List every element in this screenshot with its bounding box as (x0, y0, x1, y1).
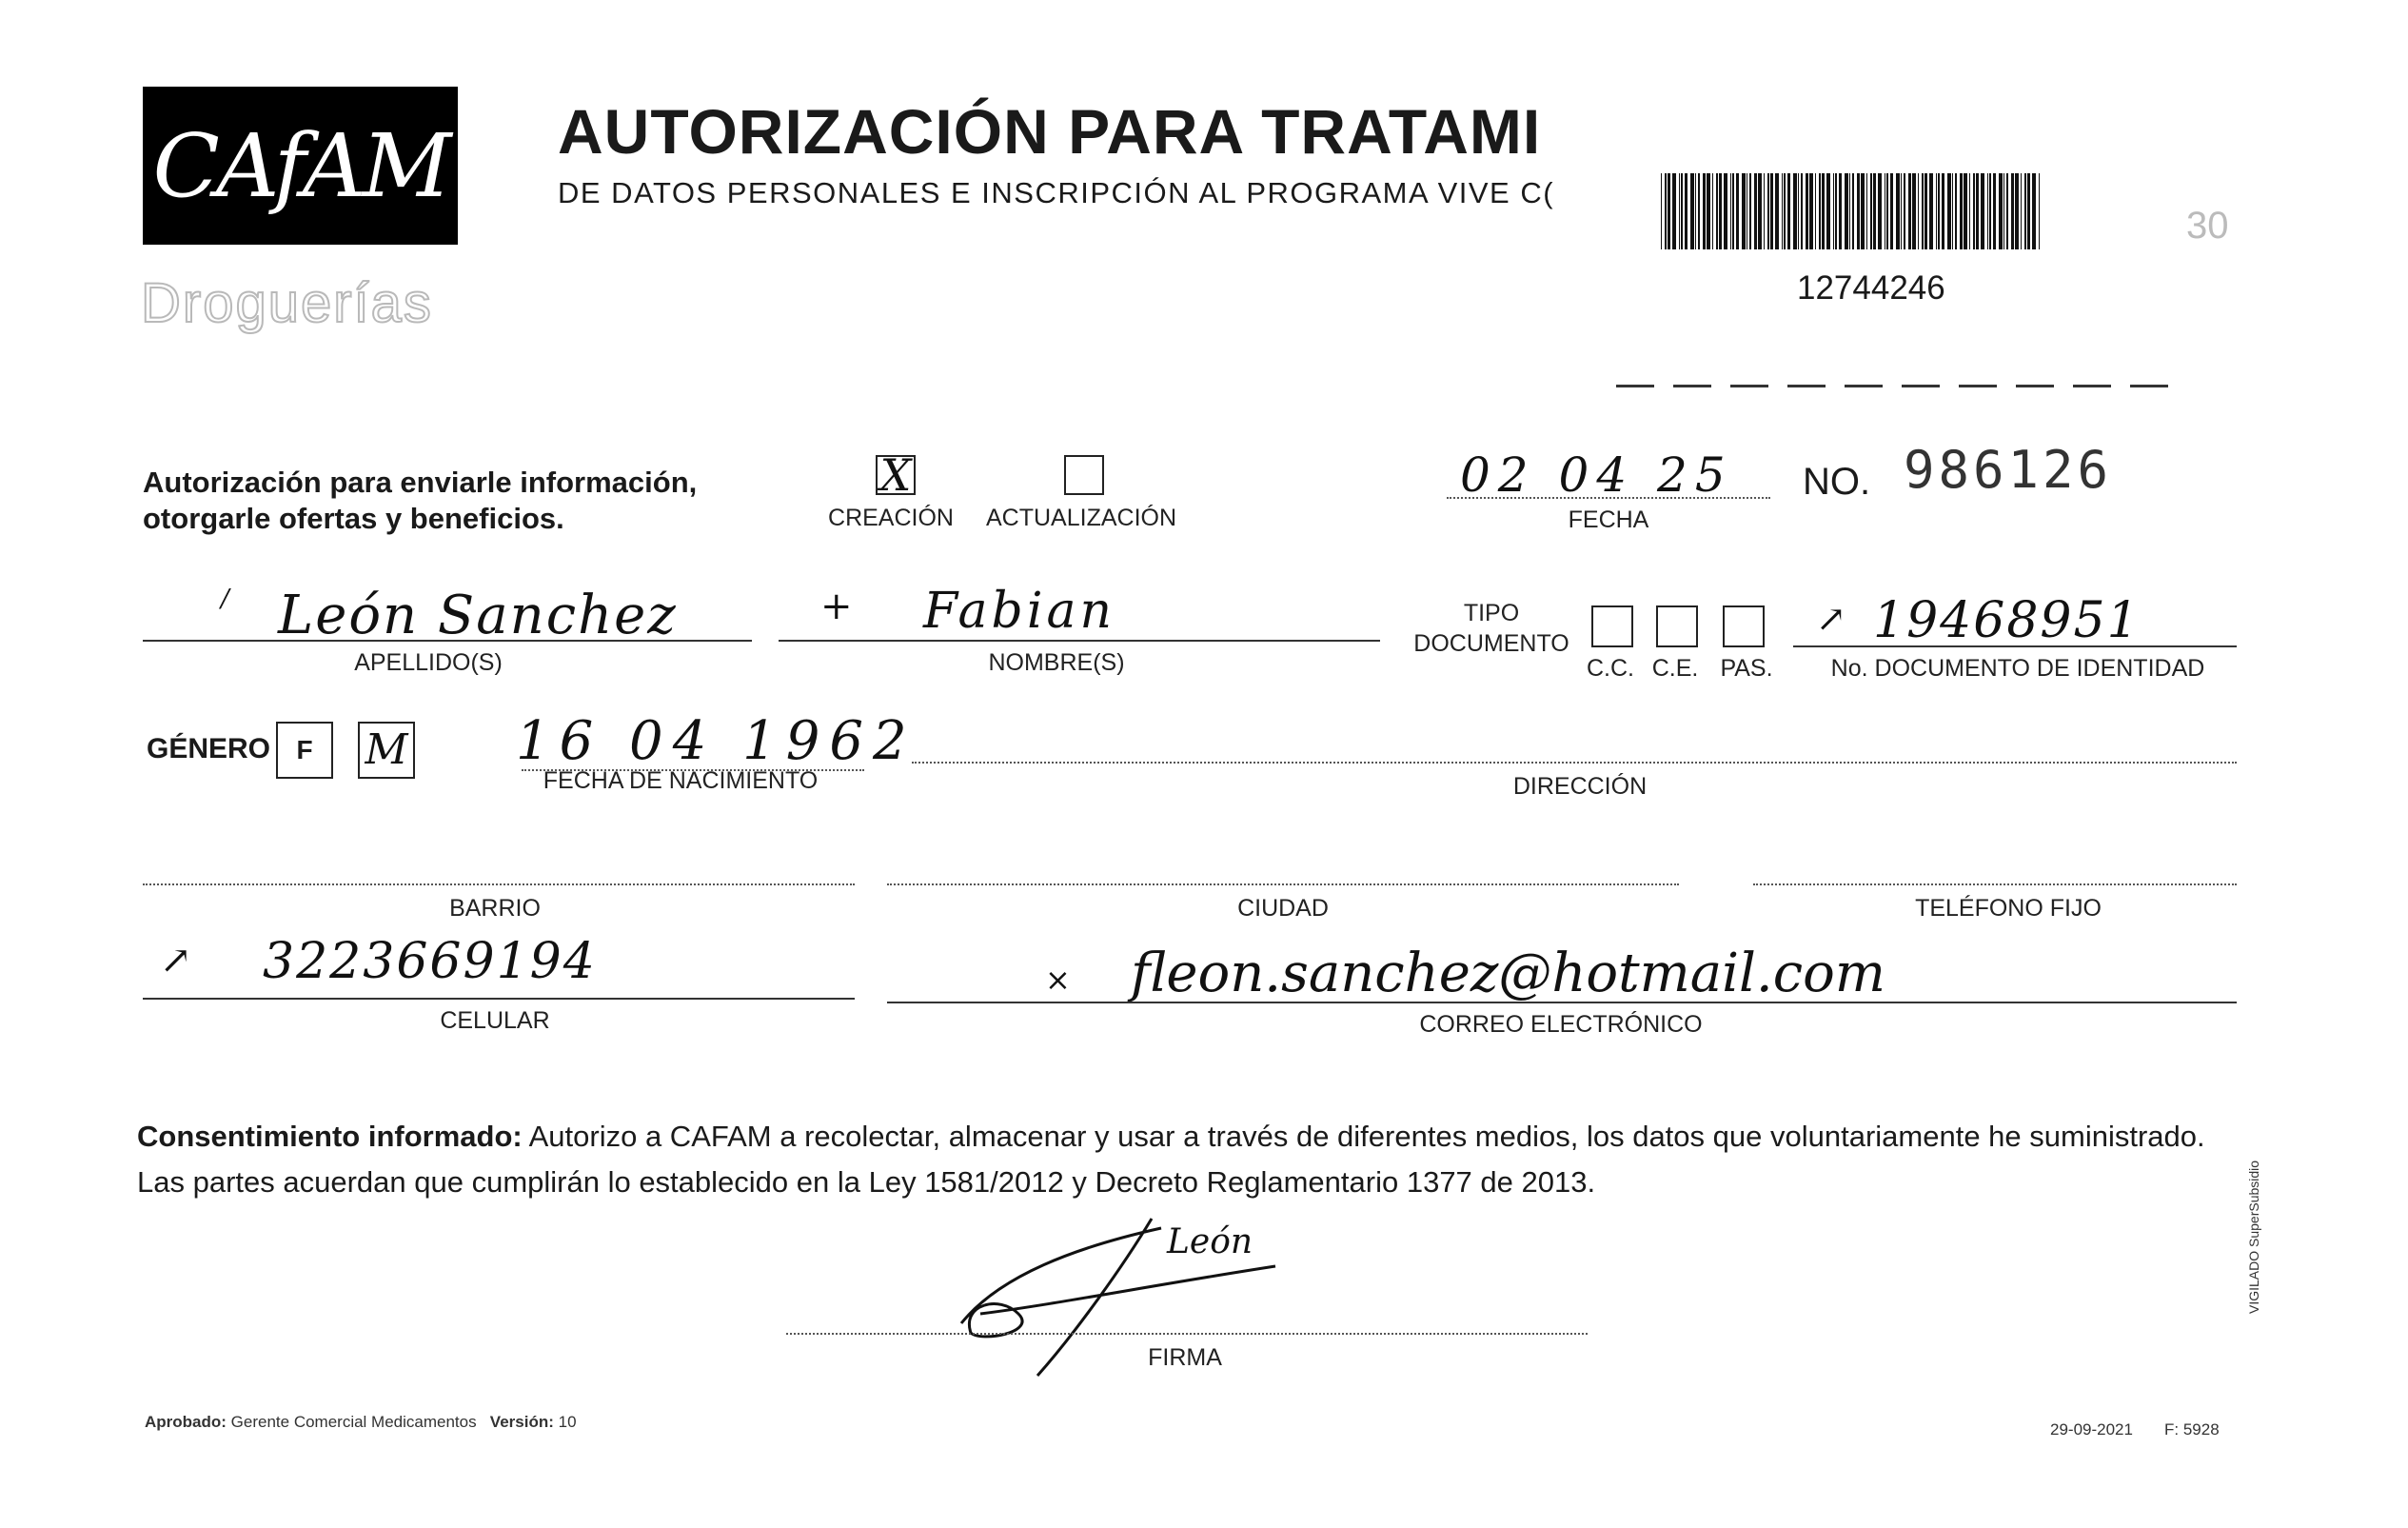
barcode-bar (1973, 173, 1975, 249)
creacion-label: CREACIÓN (828, 505, 954, 531)
tipo-documento-label-2: DOCUMENTO (1413, 630, 1569, 657)
cafam-logo: CAfAM (143, 87, 458, 245)
telefono-line (1753, 883, 2237, 885)
dash-segment (1673, 385, 1711, 387)
barcode-bar (1798, 173, 1799, 249)
barcode-bar (1878, 173, 1882, 249)
authorization-heading-line1: Autorización para enviarle información, (143, 466, 698, 499)
barcode-bar (1815, 173, 1816, 249)
barcode-bar (1955, 173, 1957, 249)
ce-checkbox[interactable] (1656, 605, 1698, 647)
barcode-bar (1873, 173, 1876, 249)
consent-line-2: Las partes acuerdan que cumplirán lo establecido en la Ley 1581/2012 y Decreto Reglamentario 1377 de 2013. (137, 1165, 1596, 1199)
barcode-bar (1787, 173, 1790, 249)
barcode-bar (1806, 173, 1808, 249)
pas-checkbox[interactable] (1723, 605, 1765, 647)
signature-text: León (1167, 1222, 1253, 1261)
stray-mark: 30 (2186, 205, 2229, 247)
barcode-bar (1707, 173, 1710, 249)
barcode-bar (1764, 173, 1765, 249)
barcode-bar (1770, 173, 1773, 249)
barcode-bar (2039, 173, 2040, 249)
footer-approval (145, 1413, 577, 1432)
documento-label: No. DOCUMENTO DE IDENTIDAD (1830, 655, 2205, 682)
barcode-bar (1703, 173, 1706, 249)
barcode-bar (1922, 173, 1924, 249)
correo-label: CORREO ELECTRÓNICO (1419, 1011, 1703, 1038)
consent-text-1: Autorizo a CAFAM a recolectar, almacenar y usar a través de diferentes medios, los datos que voluntariamente he suministrado. (522, 1120, 2205, 1153)
barcode-bar (1685, 173, 1688, 249)
genero-f-checkbox[interactable] (276, 722, 333, 779)
genero-m-checkbox[interactable] (358, 722, 415, 779)
barcode-bar (1936, 173, 1937, 249)
barcode-bar (1960, 173, 1963, 249)
barcode-bar (2011, 173, 2014, 249)
consent-lead: Consentimiento informado: (137, 1120, 523, 1153)
barcode-bar (1839, 173, 1842, 249)
pas-label: PAS. (1720, 655, 1773, 682)
barcode-bar (1719, 173, 1722, 249)
drogerias-label: Droguerías (141, 272, 433, 334)
consent-line-1 (137, 1114, 2231, 1160)
fecha-line (1447, 497, 1770, 499)
barcode-bar (1712, 173, 1713, 249)
dash-segment (1616, 385, 1654, 387)
barcode-bar (1969, 173, 1970, 249)
tipo-documento-label (1411, 598, 1572, 659)
authorization-heading (143, 465, 697, 537)
actualizacion-label: ACTUALIZACIÓN (986, 505, 1177, 531)
actualizacion-checkbox[interactable] (1064, 455, 1104, 495)
barcode-bar (1775, 173, 1779, 249)
barcode-bar (1749, 173, 1751, 249)
apellido-value: León Sanchez (278, 585, 678, 646)
tipo-documento-label-1: TIPO (1463, 600, 1520, 626)
no-value: 986126 (1904, 440, 2113, 500)
barcode-bar (1908, 173, 1911, 249)
nombre-line (779, 640, 1380, 642)
celular-mark: ↗ (160, 939, 192, 982)
dash-segment (1730, 385, 1768, 387)
barcode-bar (1870, 173, 1872, 249)
barcode-bar (1679, 173, 1680, 249)
nombre-label: NOMBRE(S) (988, 649, 1125, 676)
creacion-checkbox[interactable] (876, 449, 916, 501)
barcode-bar (1947, 173, 1951, 249)
barcode-bar (2024, 173, 2026, 249)
barcode-bar (1826, 173, 1830, 249)
barcode-bar (1732, 173, 1734, 249)
barcode-bar (1849, 173, 1850, 249)
cc-label: C.C. (1587, 655, 1634, 682)
apellido-line (143, 640, 752, 642)
barcode-bar (1698, 173, 1700, 249)
barcode-bar (1690, 173, 1694, 249)
barcode-bar (1754, 173, 1757, 249)
firma-label: FIRMA (1148, 1344, 1222, 1371)
barrio-line (143, 883, 855, 885)
barcode-bar (1981, 173, 1984, 249)
version-label: Versión: (489, 1413, 554, 1431)
apellido-mark: / (221, 585, 229, 613)
form-title: AUTORIZACIÓN PARA TRATAMI (558, 96, 1542, 167)
barcode-number: 12744246 (1797, 269, 1945, 307)
barcode-bar (1695, 173, 1696, 249)
dash-segment (2130, 385, 2168, 387)
dash-segment (1959, 385, 1997, 387)
cc-checkbox[interactable] (1591, 605, 1633, 647)
barcode-bar (1716, 173, 1718, 249)
celular-value: 3223669194 (263, 933, 597, 990)
celular-label: CELULAR (440, 1007, 550, 1034)
firma-line (786, 1333, 1588, 1335)
barcode-bar (1833, 173, 1834, 249)
barcode-bar (1672, 173, 1676, 249)
correo-mark: × (1045, 962, 1071, 998)
barcode-bar (1896, 173, 1900, 249)
barcode (1661, 173, 2042, 249)
nacimiento-label: FECHA DE NACIMIENTO (543, 767, 819, 794)
barcode-bar (1999, 173, 2003, 249)
barcode-bar (1852, 173, 1854, 249)
nacimiento-value: 16 04 1962 (516, 710, 917, 772)
barcode-bar (1668, 173, 1670, 249)
barcode-bar (1918, 173, 1919, 249)
barcode-bar (1784, 173, 1786, 249)
telefono-label: TELÉFONO FIJO (1915, 895, 2102, 922)
no-label: NO. (1803, 461, 1871, 503)
barcode-bar (2015, 173, 2019, 249)
footer-date: 29-09-2021 (2050, 1420, 2133, 1439)
barcode-bar (1857, 173, 1860, 249)
dash-segment (2016, 385, 2054, 387)
dash-segment (1902, 385, 1940, 387)
barcode-bar (2027, 173, 2030, 249)
dash-segment (2073, 385, 2111, 387)
dash-segment (1845, 385, 1883, 387)
barcode-bar (2021, 173, 2022, 249)
genero-label: GÉNERO (147, 733, 271, 764)
apellido-label: APELLIDO(S) (354, 649, 503, 676)
barcode-bar (1904, 173, 1905, 249)
fecha-label: FECHA (1568, 506, 1649, 533)
barcode-bar (1845, 173, 1848, 249)
documento-mark: ↗ (1816, 598, 1846, 640)
barcode-bar (1822, 173, 1825, 249)
documento-line (1793, 645, 2237, 647)
barcode-bar (2006, 173, 2008, 249)
barcode-bar (1742, 173, 1746, 249)
form-subtitle: DE DATOS PERSONALES E INSCRIPCIÓN AL PROGRAMA VIVE C( (558, 176, 1555, 209)
barcode-bar (1886, 173, 1888, 249)
barcode-bar (1901, 173, 1902, 249)
barcode-bar (1924, 173, 1927, 249)
barcode-bar (1952, 173, 1953, 249)
correo-line (887, 1002, 2237, 1003)
aprobado-value: Gerente Comercial Medicamentos (230, 1413, 477, 1431)
direccion-line (912, 762, 2237, 764)
barcode-bar (1993, 173, 1996, 249)
footer-code: F: 5928 (2164, 1420, 2220, 1439)
barcode-bar (1809, 173, 1813, 249)
celular-line (143, 998, 855, 1000)
documento-value: 19468951 (1873, 592, 2141, 649)
barcode-bar (1758, 173, 1762, 249)
barcode-bar (1681, 173, 1683, 249)
barcode-bar (1938, 173, 1940, 249)
barcode-bar (1989, 173, 1991, 249)
barcode-bar (1665, 173, 1667, 249)
barcode-bar (1782, 173, 1783, 249)
consent-text (137, 1114, 2231, 1205)
barcode-bar (1861, 173, 1865, 249)
barcode-bar (1767, 173, 1769, 249)
barcode-bar (1793, 173, 1797, 249)
barcode-bar (1730, 173, 1731, 249)
fecha-value: 02 04 25 (1460, 447, 1733, 503)
barrio-label: BARRIO (449, 895, 541, 922)
barcode-bar (1724, 173, 1727, 249)
barcode-bar (1964, 173, 1967, 249)
nombre-value: Fabian (923, 583, 1115, 640)
barcode-bar (1976, 173, 1979, 249)
barcode-bar (1736, 173, 1739, 249)
ciudad-line (887, 883, 1679, 885)
direccion-label: DIRECCIÓN (1512, 773, 1648, 800)
barcode-bar (1835, 173, 1837, 249)
correo-value: fleon.sanchez@hotmail.com (1131, 943, 1885, 1004)
genero-f-label: F (296, 735, 313, 764)
supersubsidio-side-text: VIGILADO SuperSubsidio (2246, 1160, 2261, 1314)
barcode-bar (1801, 173, 1803, 249)
barcode-bar (2032, 173, 2036, 249)
nombre-mark: + (820, 585, 853, 628)
ce-label: C.E. (1651, 655, 1699, 682)
barcode-bar (1866, 173, 1867, 249)
dash-segment (1787, 385, 1826, 387)
barcode-bar (1929, 173, 1933, 249)
aprobado-label: Aprobado: (145, 1413, 227, 1431)
barcode-bar (2003, 173, 2004, 249)
ciudad-label: CIUDAD (1237, 895, 1329, 922)
barcode-bar (1661, 173, 1662, 249)
barcode-bar (1819, 173, 1821, 249)
creacion-mark: X (879, 449, 912, 501)
authorization-heading-line2: otorgarle ofertas y beneficios. (143, 502, 564, 535)
barcode-bar (1942, 173, 1944, 249)
genero-m-mark: M (365, 725, 408, 774)
barcode-bar (1987, 173, 1988, 249)
barcode-bar (1890, 173, 1893, 249)
version-value: 10 (558, 1413, 577, 1431)
barcode-bar (1912, 173, 1916, 249)
